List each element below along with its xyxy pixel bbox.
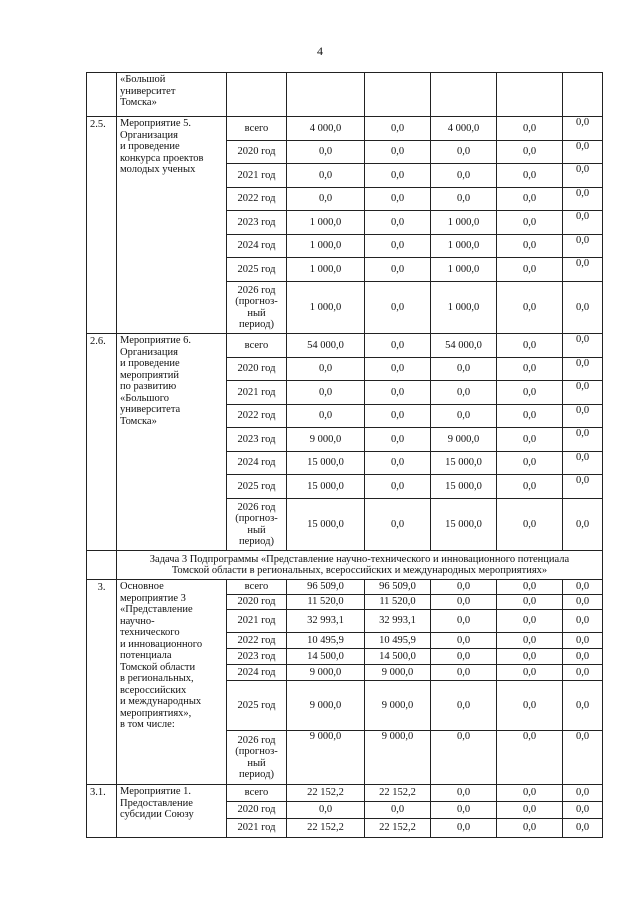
value-cell: 0,0 xyxy=(431,164,497,188)
value-cell: 15 000,0 xyxy=(431,475,497,499)
value-cell: 15 000,0 xyxy=(431,499,497,551)
measure-name-line: Организация xyxy=(120,129,178,141)
measure-name-line: Томской области xyxy=(120,661,196,673)
value-cell: 0,0 xyxy=(365,141,431,164)
value-cell: 0,0 xyxy=(365,235,431,258)
measure-name-line: Томска» xyxy=(120,97,157,108)
value-cell: 0,0 xyxy=(287,802,365,819)
measure-name-line: Предоставление xyxy=(120,797,193,809)
year-label-line: 2024 год xyxy=(237,457,276,469)
value-cell: 0,0 xyxy=(365,334,431,358)
empty-cell xyxy=(563,73,603,117)
year-cell xyxy=(227,731,287,785)
year-label-line: 2024 год xyxy=(237,240,276,252)
value-cell: 4 000,0 xyxy=(287,117,365,141)
year-cell xyxy=(227,665,287,681)
value-cell: 0,0 xyxy=(563,282,603,334)
measure-name-cell xyxy=(117,580,227,785)
table-row xyxy=(87,334,603,358)
value-cell: 0,0 xyxy=(563,405,603,428)
value-cell: 0,0 xyxy=(563,681,603,731)
value-cell: 0,0 xyxy=(563,580,603,595)
value-cell: 0,0 xyxy=(365,452,431,475)
measure-number: 3. xyxy=(87,580,117,785)
year-cell xyxy=(227,358,287,381)
value-cell: 0,0 xyxy=(563,188,603,211)
value-cell: 0,0 xyxy=(563,141,603,164)
value-cell: 0,0 xyxy=(431,141,497,164)
value-cell: 0,0 xyxy=(365,381,431,405)
value-cell: 0,0 xyxy=(563,334,603,358)
value-cell: 96 509,0 xyxy=(365,580,431,595)
value-cell: 0,0 xyxy=(497,731,563,785)
value-cell: 0,0 xyxy=(287,381,365,405)
value-cell: 4 000,0 xyxy=(431,117,497,141)
value-cell: 0,0 xyxy=(497,428,563,452)
value-cell: 0,0 xyxy=(365,258,431,282)
measure-number: 2.5. xyxy=(87,117,117,334)
value-cell: 96 509,0 xyxy=(287,580,365,595)
measure-name-line: Организация xyxy=(120,346,178,358)
year-label-line: всего xyxy=(244,339,269,351)
year-label-line: всего xyxy=(244,581,269,593)
year-cell xyxy=(227,117,287,141)
measure-name-line: субсидии Союзу xyxy=(120,809,194,820)
value-cell: 1 000,0 xyxy=(287,211,365,235)
year-label-line: 2026 год xyxy=(237,501,276,513)
value-cell: 15 000,0 xyxy=(287,499,365,551)
year-label-line: 2023 год xyxy=(237,216,276,228)
value-cell: 0,0 xyxy=(497,681,563,731)
year-cell xyxy=(227,164,287,188)
year-label-line: 2021 год xyxy=(237,822,276,834)
year-label-line: 2023 год xyxy=(237,650,276,662)
year-label-line: (прогноз- xyxy=(235,296,278,307)
value-cell: 0,0 xyxy=(563,358,603,381)
value-cell: 15 000,0 xyxy=(287,475,365,499)
value-cell: 0,0 xyxy=(497,452,563,475)
value-cell: 9 000,0 xyxy=(287,731,365,785)
value-cell: 9 000,0 xyxy=(365,665,431,681)
value-cell: 0,0 xyxy=(431,731,497,785)
task-heading-line: Томской области в региональных, всероссийских и международных мероприятиях» xyxy=(171,565,548,576)
value-cell: 9 000,0 xyxy=(365,731,431,785)
value-cell: 0,0 xyxy=(497,358,563,381)
year-label-line: всего xyxy=(244,787,269,799)
year-cell xyxy=(227,334,287,358)
value-cell: 0,0 xyxy=(497,499,563,551)
value-cell: 22 152,2 xyxy=(287,819,365,838)
year-cell xyxy=(227,258,287,282)
value-cell: 0,0 xyxy=(497,819,563,838)
value-cell: 0,0 xyxy=(365,211,431,235)
year-label-line: 2020 год xyxy=(237,804,276,816)
value-cell: 0,0 xyxy=(497,282,563,334)
value-cell: 0,0 xyxy=(563,428,603,452)
measure-name-line: Мероприятие 6. xyxy=(120,335,192,346)
measure-name-cell xyxy=(117,117,227,334)
value-cell: 22 152,2 xyxy=(287,785,365,802)
value-cell: 0,0 xyxy=(431,358,497,381)
year-cell xyxy=(227,428,287,452)
value-cell: 54 000,0 xyxy=(287,334,365,358)
value-cell: 0,0 xyxy=(287,164,365,188)
year-label-line: 2026 год xyxy=(237,284,276,296)
value-cell: 0,0 xyxy=(563,649,603,665)
year-label-line: 2025 год xyxy=(237,263,276,275)
value-cell: 0,0 xyxy=(563,452,603,475)
year-cell xyxy=(227,381,287,405)
measure-name-line: и проведение xyxy=(120,358,180,369)
task-heading xyxy=(117,551,603,580)
value-cell: 0,0 xyxy=(431,595,497,610)
value-cell: 0,0 xyxy=(563,235,603,258)
empty-cell xyxy=(365,73,431,117)
empty-cell xyxy=(431,73,497,117)
year-label-line: 2023 год xyxy=(237,433,276,445)
value-cell: 0,0 xyxy=(365,405,431,428)
empty-cell xyxy=(287,73,365,117)
measure-name-line: по развитию xyxy=(120,381,177,392)
value-cell: 0,0 xyxy=(431,381,497,405)
year-cell xyxy=(227,802,287,819)
year-label-line: 2022 год xyxy=(237,410,276,422)
measure-name-cell xyxy=(117,334,227,551)
year-cell xyxy=(227,595,287,610)
year-label-line: всего xyxy=(244,122,269,134)
value-cell: 0,0 xyxy=(365,499,431,551)
value-cell: 9 000,0 xyxy=(431,428,497,452)
continuation-row xyxy=(87,73,603,117)
year-cell xyxy=(227,580,287,595)
measure-name-line: в том числе: xyxy=(120,719,175,730)
value-cell: 1 000,0 xyxy=(431,258,497,282)
value-cell: 0,0 xyxy=(497,595,563,610)
num-cell xyxy=(87,73,117,117)
value-cell: 1 000,0 xyxy=(431,282,497,334)
value-cell: 0,0 xyxy=(497,802,563,819)
value-cell: 9 000,0 xyxy=(365,681,431,731)
value-cell: 0,0 xyxy=(563,499,603,551)
year-label-line: 2020 год xyxy=(237,146,276,158)
value-cell: 0,0 xyxy=(365,188,431,211)
value-cell: 0,0 xyxy=(497,258,563,282)
value-cell: 0,0 xyxy=(497,475,563,499)
measure-name-line: Томска» xyxy=(120,415,157,427)
year-label-line: 2026 год xyxy=(237,734,276,746)
year-label-line: (прогноз- xyxy=(235,746,278,757)
value-cell: 0,0 xyxy=(287,141,365,164)
value-cell: 0,0 xyxy=(563,610,603,633)
value-cell: 0,0 xyxy=(287,358,365,381)
measure-name-line: технического xyxy=(120,627,180,638)
year-label-line: 2021 год xyxy=(237,169,276,181)
value-cell: 0,0 xyxy=(563,164,603,188)
value-cell: 0,0 xyxy=(431,802,497,819)
year-label-line: 2025 год xyxy=(237,480,276,492)
year-label-line: период) xyxy=(239,769,274,780)
value-cell: 9 000,0 xyxy=(287,428,365,452)
value-cell: 1 000,0 xyxy=(431,235,497,258)
year-label-line: 2022 год xyxy=(237,634,276,646)
year-cell xyxy=(227,785,287,802)
empty-cell xyxy=(227,73,287,117)
year-cell xyxy=(227,235,287,258)
measure-name-line: Мероприятие 1. xyxy=(120,786,192,797)
value-cell: 0,0 xyxy=(563,595,603,610)
value-cell: 0,0 xyxy=(563,117,603,141)
value-cell: 14 500,0 xyxy=(287,649,365,665)
measure-name-line: «Представление xyxy=(120,604,193,615)
measure-name-line: Основное xyxy=(120,581,164,592)
year-label-line: 2020 год xyxy=(237,596,276,608)
year-cell xyxy=(227,452,287,475)
value-cell: 1 000,0 xyxy=(431,211,497,235)
measure-number: 2.6. xyxy=(87,334,117,551)
value-cell: 0,0 xyxy=(365,475,431,499)
measure-name-line: и инновационного xyxy=(120,638,203,650)
year-cell xyxy=(227,188,287,211)
value-cell: 0,0 xyxy=(497,235,563,258)
value-cell: 0,0 xyxy=(497,334,563,358)
value-cell: 1 000,0 xyxy=(287,235,365,258)
value-cell: 0,0 xyxy=(563,785,603,802)
value-cell: 9 000,0 xyxy=(287,681,365,731)
measure-name-line: потенциала xyxy=(120,650,172,661)
measure-name-line: Мероприятие 5. xyxy=(120,118,192,129)
year-cell xyxy=(227,141,287,164)
year-label-line: 2024 год xyxy=(237,666,276,678)
value-cell: 0,0 xyxy=(431,188,497,211)
value-cell: 0,0 xyxy=(431,580,497,595)
value-cell: 14 500,0 xyxy=(365,649,431,665)
value-cell: 0,0 xyxy=(497,164,563,188)
value-cell: 22 152,2 xyxy=(365,819,431,838)
value-cell: 32 993,1 xyxy=(287,610,365,633)
table-row xyxy=(87,580,603,595)
value-cell: 54 000,0 xyxy=(431,334,497,358)
year-cell xyxy=(227,610,287,633)
measure-name-line: в региональных, xyxy=(120,673,194,684)
measure-name-line: университета xyxy=(120,404,181,415)
measure-name-line: всероссийских xyxy=(120,684,187,696)
year-label-line: период) xyxy=(239,536,274,547)
value-cell: 0,0 xyxy=(563,819,603,838)
measure-name-line: молодых ученых xyxy=(120,164,196,175)
measure-name-cell xyxy=(117,73,227,117)
year-cell xyxy=(227,211,287,235)
measure-name-cell xyxy=(117,785,227,838)
value-cell: 0,0 xyxy=(497,211,563,235)
value-cell: 0,0 xyxy=(497,633,563,649)
value-cell: 0,0 xyxy=(497,188,563,211)
measure-name-line: «Большого xyxy=(120,392,170,404)
budget-table xyxy=(86,72,603,838)
value-cell: 0,0 xyxy=(563,211,603,235)
value-cell: 0,0 xyxy=(365,428,431,452)
value-cell: 0,0 xyxy=(365,802,431,819)
value-cell: 0,0 xyxy=(365,164,431,188)
measure-name-line: и проведение xyxy=(120,141,180,152)
value-cell: 0,0 xyxy=(497,785,563,802)
value-cell: 0,0 xyxy=(497,117,563,141)
value-cell: 22 152,2 xyxy=(365,785,431,802)
task-heading-line: Задача 3 Подпрограммы «Представление научно-технического и инновационного потенциала xyxy=(149,553,570,565)
value-cell: 0,0 xyxy=(563,633,603,649)
value-cell: 0,0 xyxy=(431,649,497,665)
empty-cell xyxy=(497,73,563,117)
measure-number: 3.1. xyxy=(87,785,117,838)
measure-name-line: конкурса проектов xyxy=(120,152,204,164)
value-cell: 10 495,9 xyxy=(365,633,431,649)
year-cell xyxy=(227,475,287,499)
value-cell: 0,0 xyxy=(563,802,603,819)
value-cell: 0,0 xyxy=(431,405,497,428)
measure-name-line: мероприятие 3 xyxy=(120,592,186,604)
value-cell: 0,0 xyxy=(563,665,603,681)
value-cell: 0,0 xyxy=(431,633,497,649)
value-cell: 0,0 xyxy=(497,405,563,428)
value-cell: 32 993,1 xyxy=(365,610,431,633)
value-cell: 0,0 xyxy=(497,580,563,595)
value-cell: 0,0 xyxy=(497,141,563,164)
table-row xyxy=(87,117,603,141)
measure-name-line: мероприятий xyxy=(120,369,179,381)
value-cell: 0,0 xyxy=(563,258,603,282)
year-cell xyxy=(227,681,287,731)
value-cell: 0,0 xyxy=(365,117,431,141)
year-cell xyxy=(227,633,287,649)
value-cell: 0,0 xyxy=(365,282,431,334)
year-label-line: период) xyxy=(239,319,274,330)
page-number: 4 xyxy=(317,44,323,58)
value-cell: 11 520,0 xyxy=(365,595,431,610)
year-label-line: 2021 год xyxy=(237,386,276,398)
value-cell: 0,0 xyxy=(563,731,603,785)
value-cell: 0,0 xyxy=(497,381,563,405)
year-label-line: 2025 год xyxy=(237,699,276,711)
measure-name-line: мероприятиях», xyxy=(120,707,192,719)
value-cell: 0,0 xyxy=(287,188,365,211)
year-label-line: 2022 год xyxy=(237,193,276,205)
value-cell: 0,0 xyxy=(563,381,603,405)
value-cell: 11 520,0 xyxy=(287,595,365,610)
value-cell: 0,0 xyxy=(431,610,497,633)
value-cell: 0,0 xyxy=(287,405,365,428)
year-label-line: ный xyxy=(247,307,266,319)
task-row xyxy=(87,551,603,580)
table-row xyxy=(87,785,603,802)
year-cell xyxy=(227,819,287,838)
year-cell xyxy=(227,649,287,665)
year-label-line: ный xyxy=(247,757,266,769)
measure-name-line: научно- xyxy=(120,615,155,627)
value-cell: 0,0 xyxy=(497,610,563,633)
year-label-line: (прогноз- xyxy=(235,513,278,524)
value-cell: 0,0 xyxy=(497,649,563,665)
year-cell xyxy=(227,499,287,551)
year-cell xyxy=(227,282,287,334)
value-cell: 0,0 xyxy=(431,665,497,681)
value-cell: 1 000,0 xyxy=(287,258,365,282)
year-cell xyxy=(227,405,287,428)
year-label-line: ный xyxy=(247,524,266,536)
value-cell: 9 000,0 xyxy=(287,665,365,681)
table-body xyxy=(87,73,603,838)
measure-name-line: «Большой xyxy=(120,74,166,85)
value-cell: 0,0 xyxy=(365,358,431,381)
value-cell: 1 000,0 xyxy=(287,282,365,334)
value-cell: 0,0 xyxy=(497,665,563,681)
measure-name-line: и международных xyxy=(120,696,202,707)
value-cell: 0,0 xyxy=(431,785,497,802)
value-cell: 0,0 xyxy=(431,681,497,731)
year-label-line: 2020 год xyxy=(237,363,276,375)
measure-name-line: университет xyxy=(120,85,176,97)
num-cell xyxy=(87,551,117,580)
value-cell: 15 000,0 xyxy=(287,452,365,475)
year-label-line: 2021 год xyxy=(237,615,276,627)
value-cell: 0,0 xyxy=(563,475,603,499)
value-cell: 10 495,9 xyxy=(287,633,365,649)
value-cell: 15 000,0 xyxy=(431,452,497,475)
value-cell: 0,0 xyxy=(431,819,497,838)
